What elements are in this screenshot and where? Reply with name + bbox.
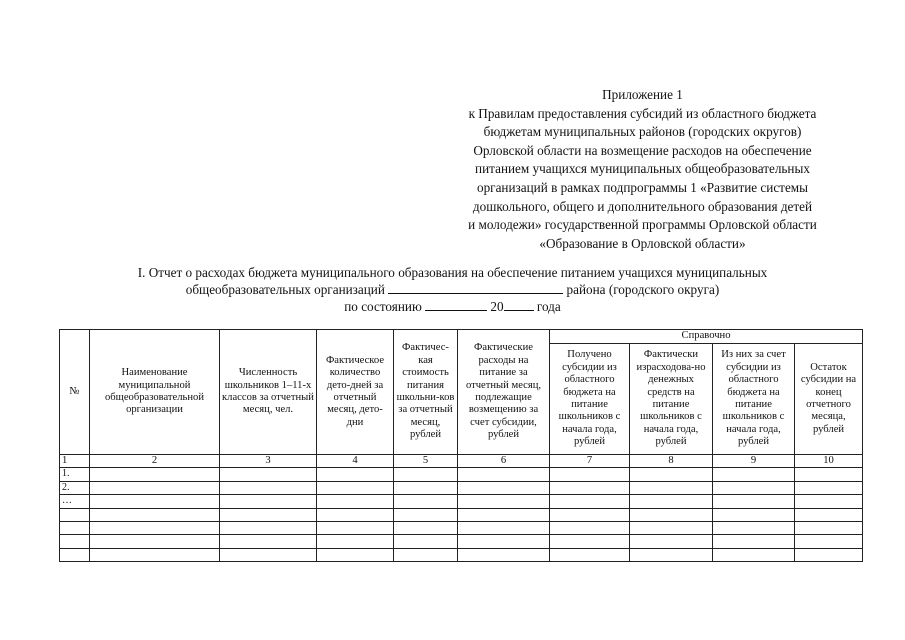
column-number: 5 — [394, 455, 458, 468]
table-cell — [458, 481, 550, 494]
table-cell — [713, 508, 795, 521]
report-title-line-1: I. Отчет о расходах бюджета муниципального образования на обеспечение питанием учащихся муниципальных — [137, 265, 768, 280]
table-cell — [795, 481, 863, 494]
date-blank — [425, 298, 487, 311]
appendix-line: Орловской области на возмещение расходов на обеспечение — [473, 142, 812, 158]
table-cell — [550, 468, 630, 481]
table-cell — [550, 548, 630, 561]
row-number — [60, 535, 90, 548]
col-header-students: Численность школьников 1–11-х классов за отчетный месяц, чел. — [220, 330, 317, 455]
column-number: 4 — [317, 455, 394, 468]
table-row — [60, 508, 863, 521]
table-cell — [550, 508, 630, 521]
table-row — [60, 495, 863, 508]
table-cell — [220, 548, 317, 561]
table-cell — [713, 522, 795, 535]
table-cell — [795, 495, 863, 508]
column-number-row — [60, 455, 863, 468]
table-cell — [550, 495, 630, 508]
column-number: 2 — [90, 455, 220, 468]
table-cell — [394, 495, 458, 508]
table-cell — [317, 468, 394, 481]
table-cell — [317, 535, 394, 548]
table-cell — [458, 548, 550, 561]
table-cell — [90, 481, 220, 494]
table-cell — [317, 522, 394, 535]
expense-report-table — [59, 329, 863, 562]
column-number: 8 — [630, 455, 713, 468]
table-cell — [458, 535, 550, 548]
table-cell — [458, 468, 550, 481]
table-cell — [220, 495, 317, 508]
col-header-funds-spent: Фактически израсходова-но денежных средств на питание школьников с начала года, рублей — [630, 344, 713, 455]
col-header-child-days: Фактическое количество дето-дней за отчетный месяц, дето-дни — [317, 330, 394, 455]
report-year-label: года — [536, 299, 561, 314]
table-cell — [394, 548, 458, 561]
table-cell — [220, 508, 317, 521]
table-cell — [550, 481, 630, 494]
report-org-label: общеобразовательных организаций — [185, 282, 385, 297]
report-year-prefix: 20 — [490, 299, 504, 314]
table-cell — [394, 468, 458, 481]
table-cell — [795, 535, 863, 548]
table-cell — [394, 481, 458, 494]
appendix-line: «Образование в Орловской области» — [539, 235, 746, 251]
table-row — [60, 535, 863, 548]
table-cell — [220, 481, 317, 494]
table-cell — [90, 535, 220, 548]
table-cell — [630, 522, 713, 535]
table-row — [60, 548, 863, 561]
table-cell — [458, 495, 550, 508]
col-header-subsidy-received: Получено субсидии из областного бюджета на питание школьников с начала года, рублей — [550, 344, 630, 455]
appendix-line: к Правилам предоставления субсидий из областного бюджета — [468, 105, 817, 121]
table-cell — [795, 522, 863, 535]
table-cell — [458, 522, 550, 535]
table-cell — [630, 481, 713, 494]
table-row — [60, 522, 863, 535]
table-cell — [713, 548, 795, 561]
table-cell — [630, 495, 713, 508]
table-cell — [630, 468, 713, 481]
report-date-label: по состоянию — [344, 299, 422, 314]
table-cell — [713, 468, 795, 481]
column-number: 7 — [550, 455, 630, 468]
col-header-subsidy-balance: Остаток субсидии на конец отчетного месяца, рублей — [795, 344, 863, 455]
report-title-line-2 — [60, 281, 845, 298]
table-cell — [317, 495, 394, 508]
table-cell — [795, 468, 863, 481]
appendix-line: Приложение 1 — [602, 87, 683, 102]
appendix-line: дошкольного, общего и дополнительного образования детей — [472, 198, 813, 214]
appendix-block — [440, 86, 845, 253]
col-header-org-name: Наименование муниципальной общеобразовательной организации — [90, 330, 220, 455]
table-row — [60, 481, 863, 494]
table-cell — [713, 495, 795, 508]
table-cell — [394, 535, 458, 548]
table-cell — [90, 495, 220, 508]
table-cell — [630, 548, 713, 561]
row-number — [60, 522, 90, 535]
table-cell — [550, 522, 630, 535]
table-cell — [90, 522, 220, 535]
table-cell — [317, 548, 394, 561]
report-title-line-3 — [60, 298, 845, 315]
table-cell — [220, 535, 317, 548]
col-header-number: № — [60, 330, 90, 455]
appendix-line: питанием учащихся муниципальных общеобразовательных — [475, 161, 810, 177]
column-number: 3 — [220, 455, 317, 468]
appendix-line: бюджетам муниципальных районов (городских округов) — [483, 124, 802, 140]
row-number: … — [60, 495, 90, 508]
row-number — [60, 548, 90, 561]
table-cell — [220, 468, 317, 481]
row-number — [60, 508, 90, 521]
table-cell — [90, 468, 220, 481]
table-cell — [713, 481, 795, 494]
report-title — [60, 264, 845, 315]
row-number: 1. — [60, 468, 90, 481]
column-number: 9 — [713, 455, 795, 468]
table-cell — [220, 522, 317, 535]
appendix-line: организаций в рамках подпрограммы 1 «Развитие системы — [476, 179, 808, 195]
row-number: 2. — [60, 481, 90, 494]
table-cell — [630, 508, 713, 521]
table-cell — [394, 508, 458, 521]
report-district-label: района (городского округа) — [566, 282, 720, 297]
table-cell — [90, 548, 220, 561]
table-cell — [795, 508, 863, 521]
col-header-reference: Справочно — [550, 330, 863, 344]
district-blank — [388, 281, 563, 294]
table-cell — [795, 548, 863, 561]
table-cell — [713, 535, 795, 548]
column-number: 10 — [795, 455, 863, 468]
table-cell — [458, 508, 550, 521]
col-header-meal-cost: Фактичес-кая стоимость питания школьни-ков за отчетный месяц, рублей — [394, 330, 458, 455]
appendix-line: и молодежи» государственной программы Орловской области — [468, 217, 817, 233]
table-cell — [550, 535, 630, 548]
table-cell — [90, 508, 220, 521]
col-header-subsidy-spent: Из них за счет субсидии из областного бюджета на питание школьников с начала года, рублей — [713, 344, 795, 455]
table-cell — [317, 481, 394, 494]
table-cell — [317, 508, 394, 521]
table-cell — [630, 535, 713, 548]
table-cell — [394, 522, 458, 535]
year-blank — [504, 298, 534, 311]
table-row — [60, 468, 863, 481]
column-number: 6 — [458, 455, 550, 468]
col-header-reimbursable-expenses: Фактические расходы на питание за отчетный месяц, подлежащие возмещению за счет субсидии, рублей — [458, 330, 550, 455]
column-number: 1 — [60, 455, 90, 468]
